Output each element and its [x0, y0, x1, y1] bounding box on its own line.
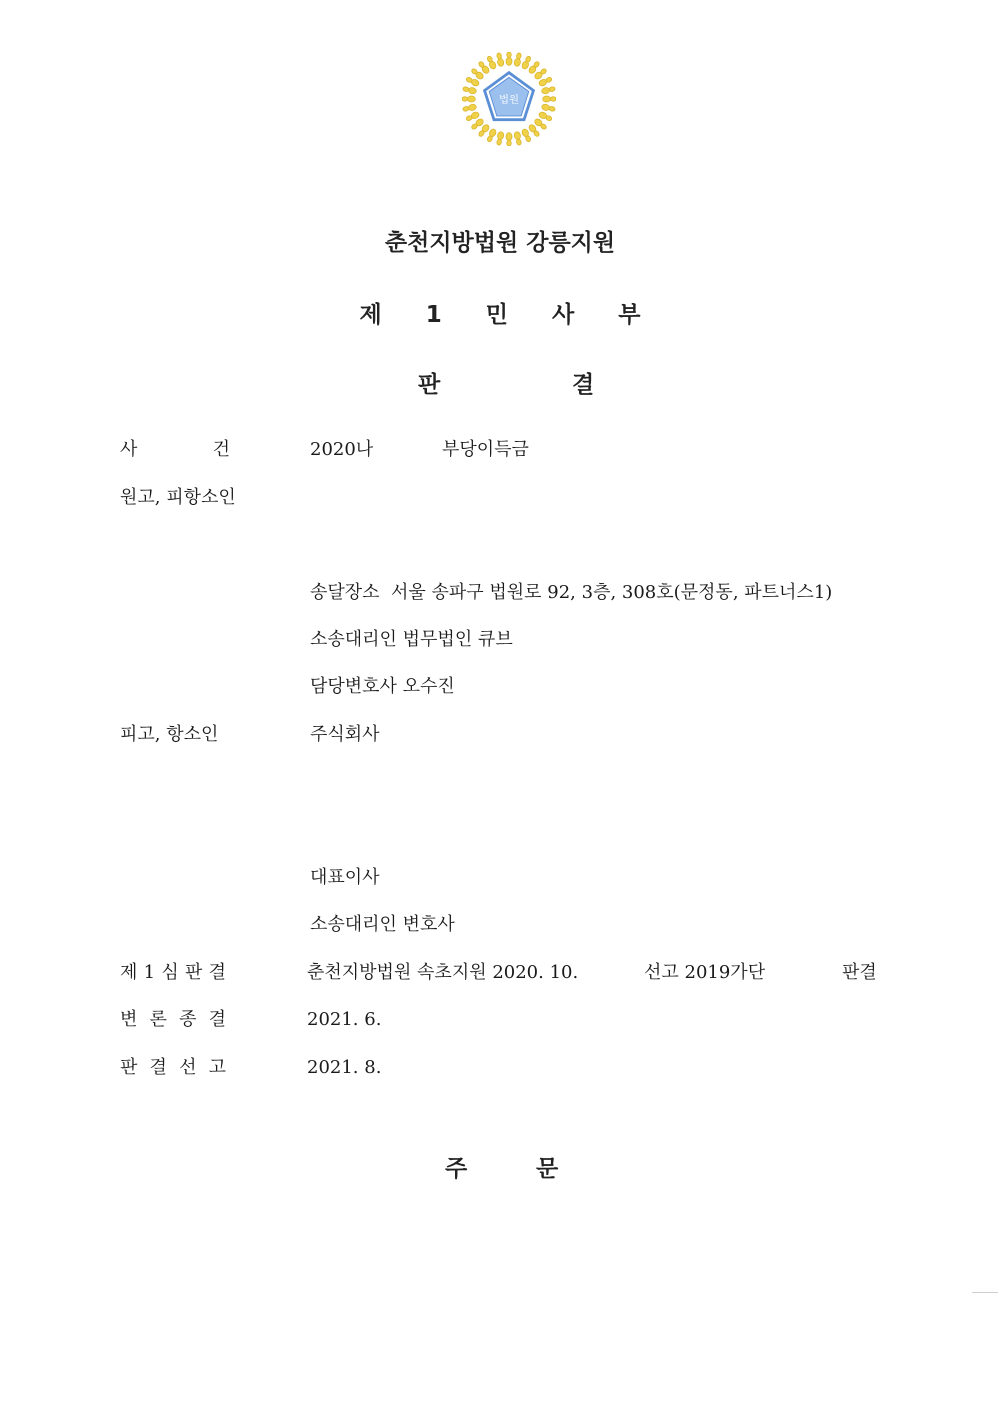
label-char: 1	[143, 962, 156, 983]
division-name: 제 1 민 사 부	[359, 302, 659, 328]
label-char: 종	[179, 1009, 197, 1030]
emblem-petal	[462, 86, 469, 92]
label-char: 론	[149, 1009, 167, 1030]
closing-argument-label	[120, 1008, 226, 1032]
emblem-petal	[549, 86, 556, 92]
emblem-petal	[462, 106, 469, 112]
plaintiff-service-address: 송달장소 서울 송파구 법원로 92, 3층, 308호(문정동, 파트너스1)	[310, 582, 833, 603]
case-number: 2020나	[310, 439, 374, 460]
defendant-name: 주식회사	[310, 724, 380, 745]
label-char: 고	[208, 1057, 226, 1078]
emblem-petal	[496, 139, 502, 146]
emblem-petal	[467, 96, 475, 102]
label-char: 결	[208, 1009, 226, 1030]
scan-edge-mark	[972, 1292, 998, 1293]
defendant-representative: 대표이사	[310, 867, 380, 888]
emblem-label: 법원	[499, 93, 519, 106]
case-label-char: 건	[212, 439, 230, 460]
label-char: 판	[120, 1057, 138, 1078]
first-instance-sentence: 선고 2019가단	[644, 962, 766, 983]
emblem-petal	[541, 104, 550, 112]
doc-type-char-1: 판	[418, 372, 441, 398]
emblem-petal	[506, 57, 512, 65]
label-char: 결	[208, 962, 226, 983]
plaintiff-label: 원고, 피항소인	[120, 487, 236, 508]
first-instance-suffix: 판결	[842, 962, 877, 983]
defendant-label: 피고, 항소인	[120, 724, 219, 745]
plaintiff-agent: 소송대리인 법무법인 큐브	[310, 629, 513, 650]
judgment-date-value: 2021. 8.	[307, 1057, 382, 1078]
emblem-petal	[496, 52, 502, 59]
emblem-petal	[543, 96, 551, 102]
label-char: 결	[149, 1057, 167, 1078]
emblem-petal	[462, 97, 468, 102]
emblem-petal	[514, 58, 522, 67]
emblem-petal	[497, 131, 505, 140]
label-char: 선	[179, 1057, 197, 1078]
emblem-petal	[506, 133, 512, 141]
label-char: 변	[120, 1009, 138, 1030]
closing-argument-date: 2021. 6.	[307, 1009, 382, 1030]
order-heading-char-2: 문	[536, 1156, 559, 1182]
defendant-agent: 소송대리인 변호사	[310, 914, 455, 935]
emblem-petal	[550, 97, 556, 102]
first-instance-label	[120, 961, 226, 985]
emblem-petal	[468, 87, 477, 95]
emblem-petal	[514, 131, 522, 140]
emblem-petal	[541, 87, 550, 95]
emblem-petal	[516, 139, 522, 146]
emblem-petal	[468, 104, 477, 112]
emblem-petal	[497, 58, 505, 67]
doc-type-char-2: 결	[572, 372, 595, 398]
emblem-petal	[549, 106, 556, 112]
order-heading-char-1: 주	[445, 1156, 468, 1182]
label-char: 심	[161, 962, 179, 983]
case-title: 부당이득금	[442, 439, 529, 460]
court-name: 춘천지방법원 강릉지원	[384, 230, 616, 256]
emblem-petal	[507, 52, 512, 58]
court-emblem	[462, 52, 556, 146]
label-char: 판	[184, 962, 203, 983]
case-label-char: 사	[120, 439, 138, 460]
plaintiff-lawyer: 담당변호사 오수진	[310, 676, 455, 697]
emblem-petal	[516, 52, 522, 59]
emblem-petal	[507, 140, 512, 146]
case-label	[120, 438, 230, 462]
label-char: 제	[120, 962, 138, 983]
first-instance-court: 춘천지방법원 속초지원 2020. 10.	[307, 962, 579, 983]
court-emblem-icon	[462, 52, 556, 146]
judgment-date-label	[120, 1056, 226, 1080]
